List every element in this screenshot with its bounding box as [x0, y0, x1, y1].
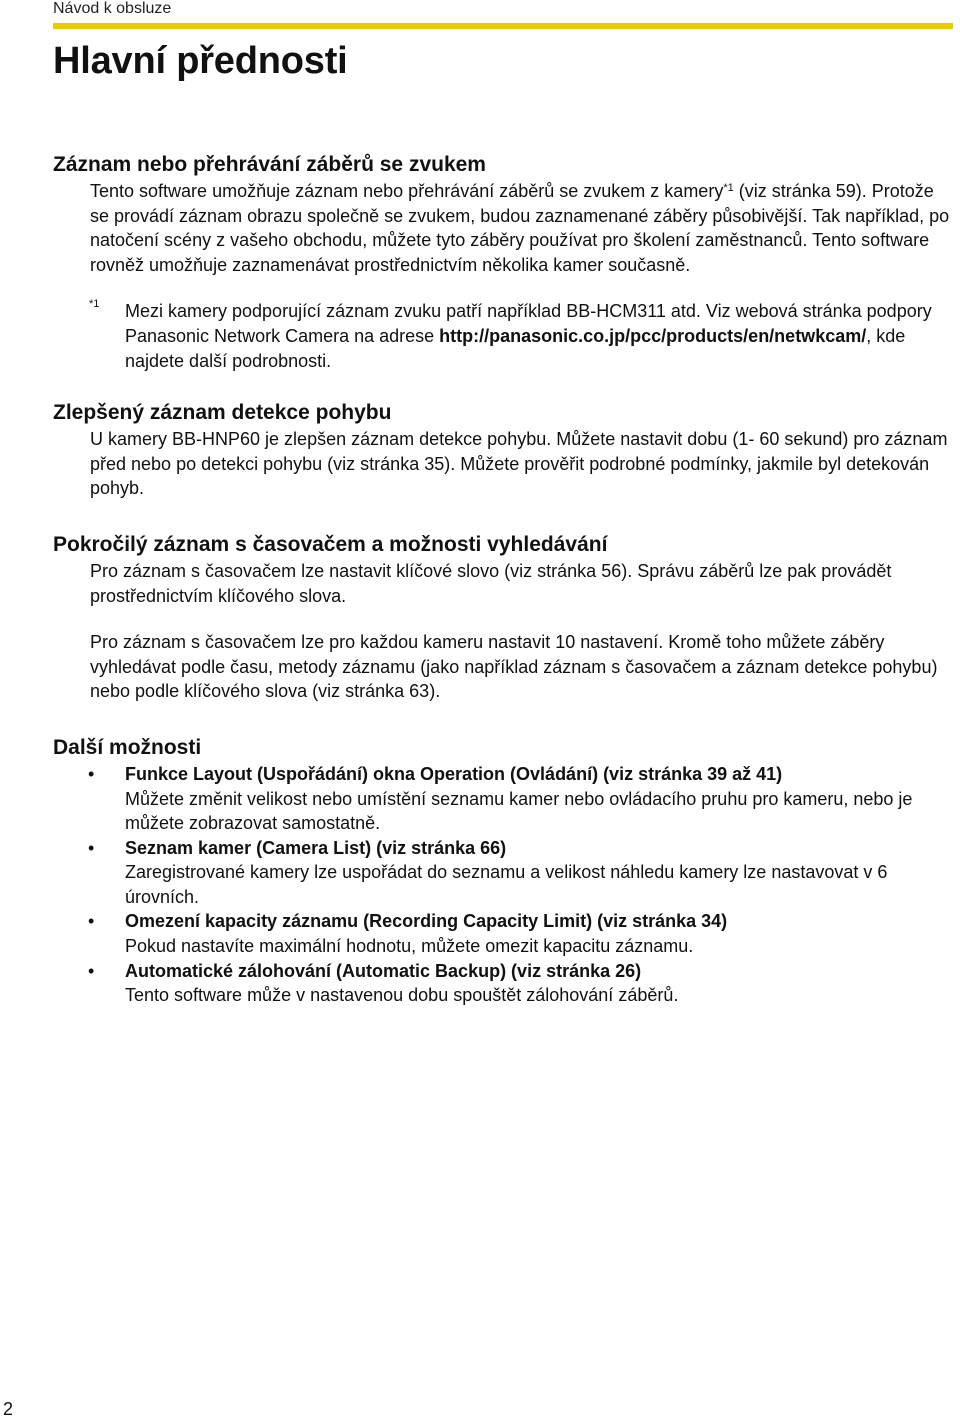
- page-title: Hlavní přednosti: [53, 40, 348, 82]
- footnote-reference: *1: [723, 182, 734, 194]
- feature-title: Omezení kapacity záznamu (Recording Capacity Limit) (viz stránka 34): [125, 911, 728, 932]
- bullet: •: [88, 763, 95, 784]
- paragraph-text: Tento software umožňuje záznam nebo přehrávání záběrů se zvukem z kamery: [90, 181, 724, 201]
- section-heading: Záznam nebo přehrávání záběrů se zvukem: [53, 153, 486, 176]
- footnote-mark: *1: [89, 298, 100, 311]
- section-paragraph: U kamery BB-HNP60 je zlepšen záznam detekce pohybu. Můžete nastavit dobu (1- 60 sekund) pro záznam před nebo po detekci pohybu (viz stránka 35). Můžete prověřit podrobné podmínky, jakmile byl detekován pohyb.: [90, 429, 948, 499]
- feature-description: Tento software může v nastavenou dobu spouštět zálohování záběrů.: [125, 985, 679, 1006]
- page-number: 2: [3, 1399, 14, 1419]
- section-heading: Další možnosti: [53, 735, 202, 759]
- feature-description: Zaregistrované kamery lze uspořádat do seznamu a velikost náhledu kamery lze nastavovat v 6 úrovních.: [125, 862, 888, 907]
- section-paragraph: [90, 179, 953, 277]
- list-item: [88, 959, 953, 1008]
- feature-description: Můžete změnit velikost nebo umístění seznamu kamer nebo ovládacího pruhu pro kameru, nebo je můžete zobrazovat samostatně.: [125, 788, 913, 834]
- bullet: •: [88, 911, 95, 932]
- feature-title: Automatické zálohování (Automatic Backup) (viz stránka 26): [125, 960, 642, 981]
- section-motion-detection: [53, 399, 953, 501]
- list-item: [88, 909, 953, 958]
- support-url-link[interactable]: http://panasonic.co.jp/pcc/products/en/netwkcam/: [439, 325, 867, 346]
- section-paragraph: Pro záznam s časovačem lze nastavit klíčové slovo (viz stránka 56). Správu záběrů lze pak provádět prostřednictvím klíčového slova.: [90, 560, 892, 606]
- header-rule: [53, 23, 953, 29]
- footnote: [89, 298, 953, 373]
- section-timer-recording: [53, 531, 953, 704]
- section-heading: Zlepšený záznam detekce pohybu: [53, 401, 392, 425]
- section-audio-recording: [53, 151, 953, 373]
- bullet: •: [88, 837, 95, 858]
- section-paragraph: Pro záznam s časovačem lze pro každou kameru nastavit 10 nastavení. Kromě toho můžete záběry vyhledávat podle času, metody záznamu (jako například záznam s časovačem a záznam detekce pohybu) nebo podle klíčového slova (viz stránka 63).: [90, 632, 938, 702]
- list-item: [88, 836, 953, 910]
- footnote-text: Mezi kamery podporující záznam zvuku patří například BB-HCM311 atd. Viz webová stránka podpory Panasonic Network Camera na adrese: [125, 301, 932, 346]
- running-header: Návod k obsluze: [53, 0, 172, 17]
- footnote-text: , kde najdete další podrobnosti.: [125, 325, 906, 371]
- feature-title: Funkce Layout (Uspořádání) okna Operation (Ovládání) (viz stránka 39 až 41): [125, 763, 783, 784]
- feature-description: Pokud nastavíte maximální hodnotu, můžete omezit kapacitu záznamu.: [125, 936, 694, 957]
- section-other-features: [53, 734, 953, 1008]
- feature-title: Seznam kamer (Camera List) (viz stránka 66): [125, 837, 507, 858]
- paragraph-text: (viz stránka 59). Protože se provádí záznam obrazu společně se zvukem, budou zaznamenané záběry působivější. Tak například, po natočení scény z vašeho obchodu, můžete tyto záběry používat pro školení zaměstnanců. Tento software rovněž umožňuje zaznamenávat prostřednictvím několika kamer současně.: [90, 181, 950, 275]
- bullet: •: [88, 960, 95, 981]
- list-item: [88, 762, 953, 836]
- section-heading: Pokročilý záznam s časovačem a možnosti vyhledávání: [53, 532, 608, 556]
- document-body: [53, 151, 953, 1008]
- feature-list: [53, 762, 953, 1008]
